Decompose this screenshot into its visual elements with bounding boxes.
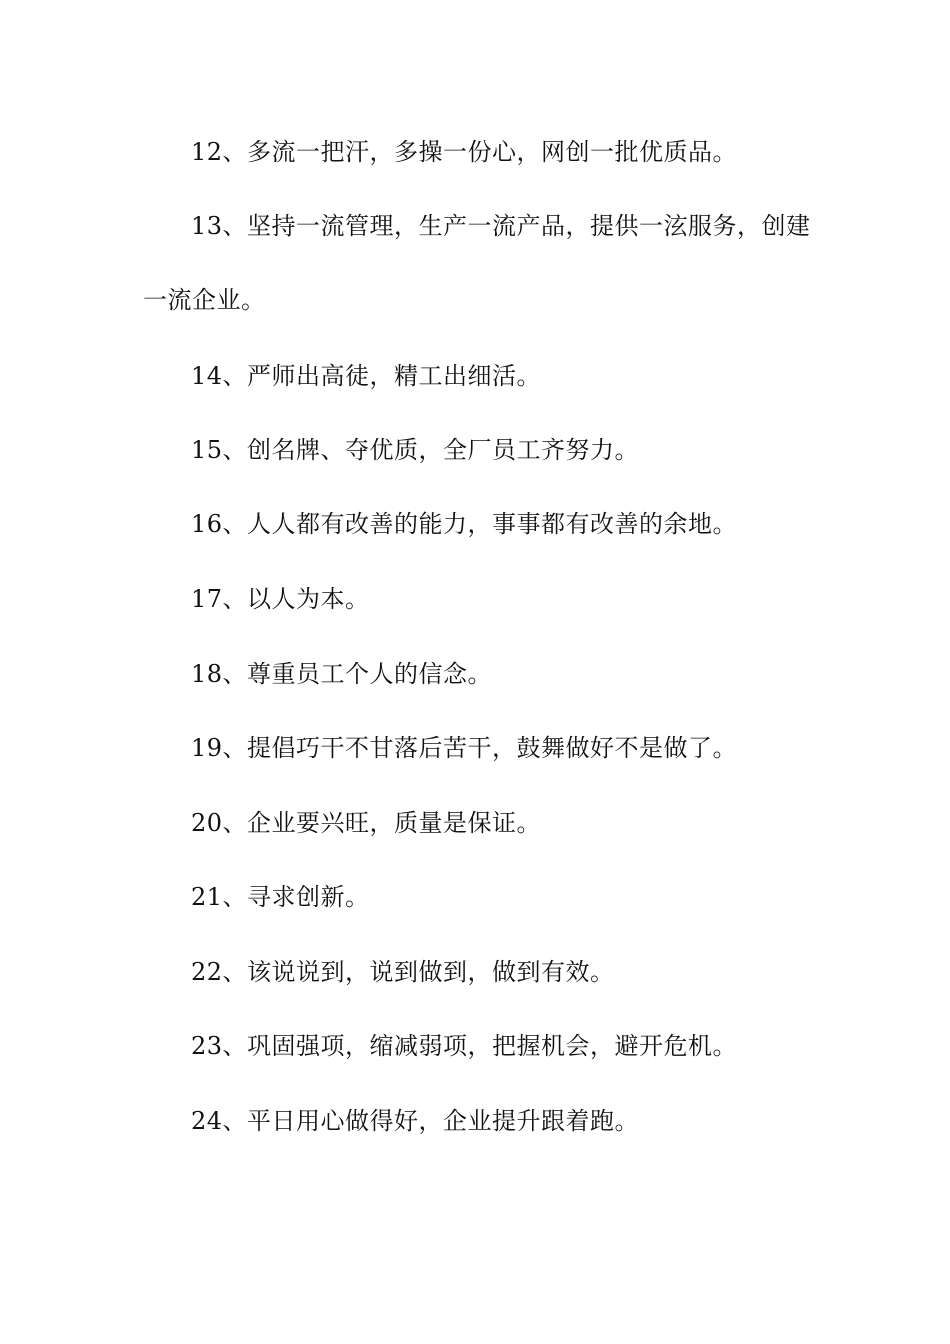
slogan-18: 18、尊重员工个人的信念。 [191, 660, 493, 688]
slogan-12: 12、多流一把汗，多操一份心，网创一批优质品。 [191, 138, 738, 166]
slogan-17: 17、以人为本。 [191, 585, 370, 613]
slogan-22: 22、该说说到，说到做到，做到有效。 [191, 958, 615, 986]
slogan-19: 19、提倡巧干不甘落后苦干，鼓舞做好不是做了。 [191, 734, 738, 762]
slogan-20: 20、企业要兴旺，质量是保证。 [191, 809, 542, 837]
slogan-13: 13、坚持一流管理，生产一流产品，提供一泫服务，创建 [191, 212, 811, 240]
slogan-21: 21、寻求创新。 [191, 883, 370, 911]
slogan-15: 15、创名牌、夺优质，全厂员工齐努力。 [191, 436, 640, 464]
slogan-23: 23、巩固强项，缩减弱项，把握机会，避开危机。 [191, 1032, 738, 1060]
slogan-16: 16、人人都有改善的能力，事事都有改善的余地。 [191, 510, 738, 538]
slogan-13-continuation: 一流企业。 [143, 286, 266, 314]
slogan-14: 14、严师出高徒，精工出细活。 [191, 362, 542, 390]
slogan-24: 24、平日用心做得好，企业提升跟着跑。 [191, 1107, 640, 1135]
